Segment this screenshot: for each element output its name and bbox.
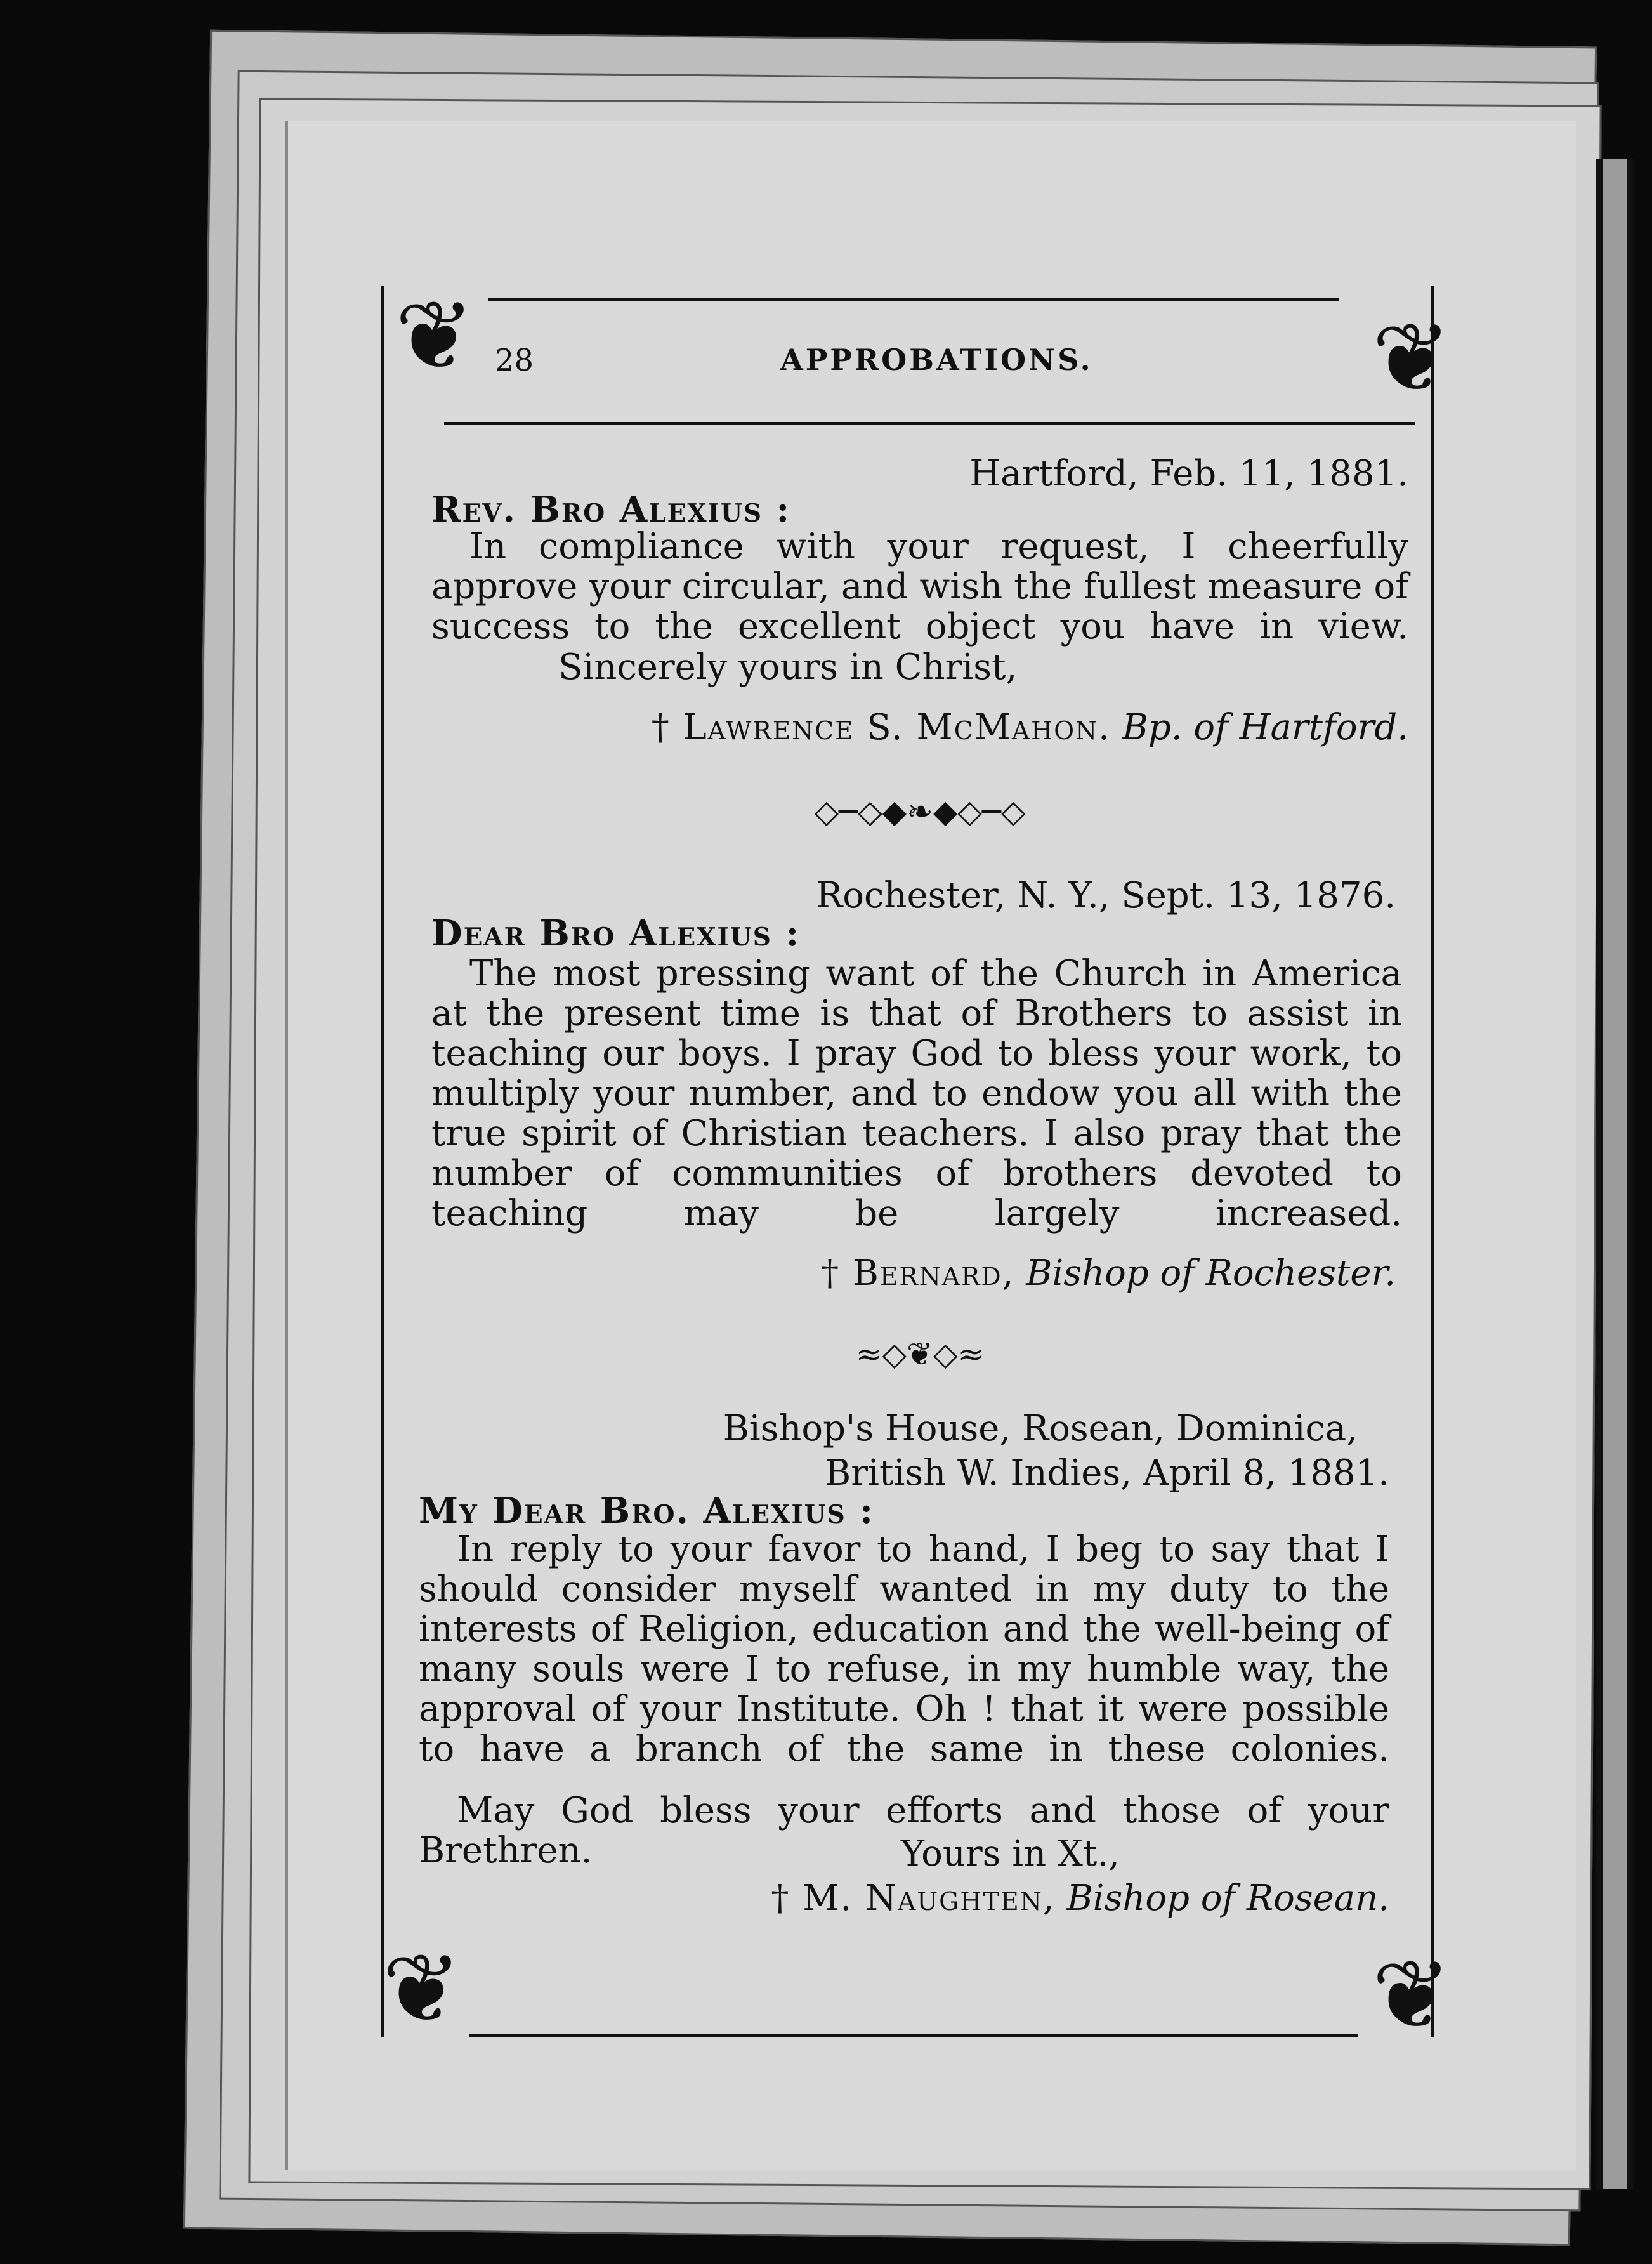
letter-closing: Sincerely yours in Christ, [558,647,1018,688]
letter-signature [419,1878,1389,1918]
letter-salutation: My Dear Bro. Alexius : [419,1490,874,1532]
signature-name: † M. Naughten, [771,1878,1056,1919]
letter-signature [431,708,1408,747]
section-divider: ◇─◇◆❧◆◇─◇ [814,793,1026,830]
top-rule [488,298,1339,301]
letter-place-line: British W. Indies, April 8, 1881. [825,1452,1389,1494]
signature-name: † Bernard, [820,1253,1015,1294]
corner-ornament-icon: ❦ [1372,1940,1452,2051]
corner-ornament-icon: ❦ [382,1934,462,2044]
corner-ornament-icon: ❦ [1372,303,1452,414]
bottom-rule [469,2034,1358,2037]
section-divider: ≈◇❦◇≈ [855,1336,985,1372]
letter-place-date: Hartford, Feb. 11, 1881. [969,453,1408,494]
signature-title: Bishop of Rochester. [1026,1253,1396,1294]
running-title: APPROBATIONS. [780,343,1093,377]
page-number: 28 [495,343,534,378]
letter-body: The most pressing want of the Church in America at the present time is that of Brothers to assist in teaching our boys. I pray God to bless your work, to multiply your number, and to endow you all with the true spirit of Christian teachers. I also pray that the number of communities of brothers devoted to teaching may be largely increased. [431,953,1402,1234]
letter-body: In reply to your favor to hand, I beg to say that I should consider myself wanted in my duty to the interests of Religion, education and the well-being of many souls were I to refuse, in my humble way, the approval of your Institute. Oh ! that it were possible to have a branch of the same in these colonies. [419,1529,1389,1770]
letter-place-line: Bishop's House, Rosean, Dominica, [723,1408,1358,1449]
header-rule [444,422,1415,425]
letter-body: May God bless your efforts and those of your Brethren. [419,1790,1389,1871]
corner-ornament-icon: ❦ [395,281,475,392]
letter-closing: Yours in Xt., [901,1833,1120,1874]
signature-title: Bishop of Rosean. [1066,1878,1389,1919]
letter-body: In compliance with your request, I cheerfully approve your circular, and wish the fullest measure of success to the excellent object you have in view. [431,526,1408,647]
letter-salutation: Rev. Bro Alexius : [431,489,791,530]
letter-place-date: Rochester, N. Y., Sept. 13, 1876. [816,875,1396,916]
book-binding [1596,159,1634,2189]
letter-signature [431,1253,1396,1293]
signature-title: Bp. of Hartford. [1122,707,1408,748]
signature-name: † Lawrence S. McMahon. [651,707,1111,748]
letter-salutation: Dear Bro Alexius : [431,912,801,954]
